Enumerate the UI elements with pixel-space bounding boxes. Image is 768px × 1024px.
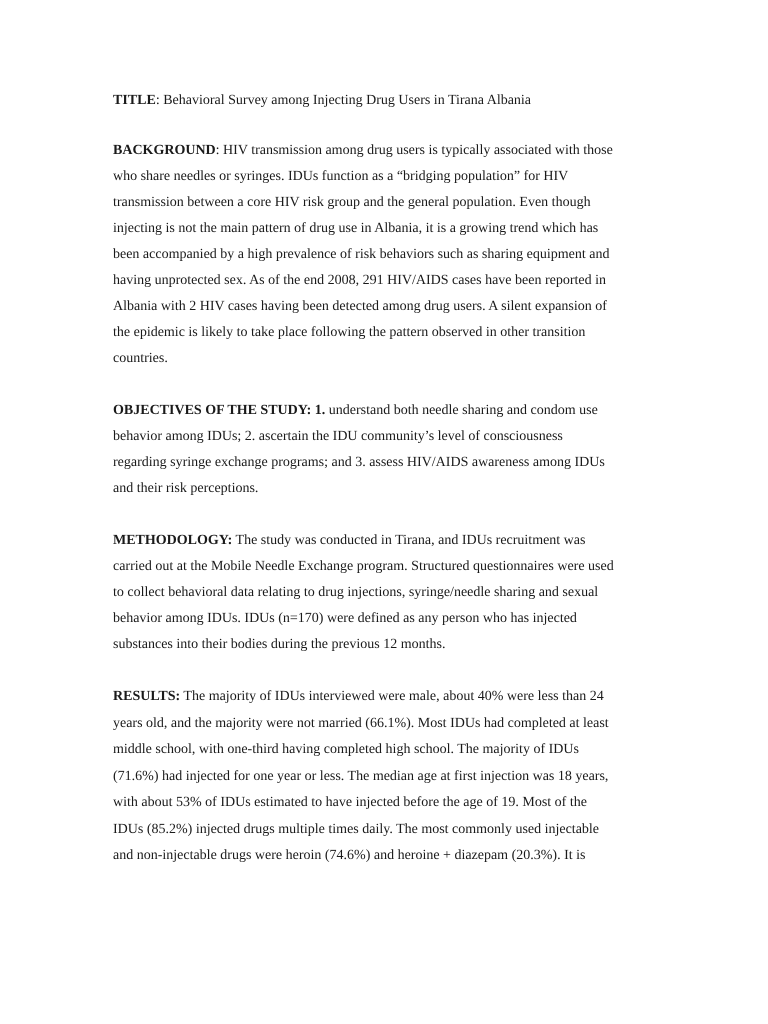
background-line: transmission between a core HIV risk group and the general population. Even though bbox=[113, 195, 591, 210]
results-line: IDUs (85.2%) injected drugs multiple times daily. The most commonly used injectable bbox=[113, 821, 600, 837]
results-line: years old, and the majority were not married (66.1%). Most IDUs had completed at least bbox=[113, 715, 609, 731]
objectives-text: understand both needle sharing and condom use bbox=[325, 403, 598, 418]
results-label: RESULTS: bbox=[113, 689, 181, 704]
title-paragraph bbox=[113, 88, 658, 114]
results-line: with about 53% of IDUs estimated to have injected before the age of 19. Most of the bbox=[113, 795, 587, 810]
title-text: : Behavioral Survey among Injecting Drug Users in Tirana Albania bbox=[155, 93, 532, 108]
methodology-line: carried out at the Mobile Needle Exchange program. Structured questionnaires were used bbox=[113, 559, 614, 574]
results-line bbox=[113, 684, 658, 711]
objectives-line: regarding syringe exchange programs; and 3. assess HIV/AIDS awareness among IDUs bbox=[113, 455, 605, 470]
results-text: The majority of IDUs interviewed were male, about 40% were less than 24 bbox=[180, 689, 604, 704]
methodology-label: METHODOLOGY: bbox=[113, 533, 233, 548]
background-text: : HIV transmission among drug users is typically associated with those bbox=[215, 143, 613, 158]
title-label: TITLE bbox=[113, 93, 156, 108]
methodology-text: The study was conducted in Tirana, and IDUs recruitment was bbox=[232, 533, 586, 548]
methodology-line: to collect behavioral data relating to drug injections, syringe/needle sharing and sexual bbox=[113, 585, 599, 600]
background-paragraph bbox=[113, 138, 658, 372]
objectives-paragraph bbox=[113, 398, 658, 502]
methodology-paragraph bbox=[113, 528, 658, 658]
background-line: been accompanied by a high prevalence of risk behaviors such as sharing equipment and bbox=[113, 247, 610, 262]
title-line bbox=[113, 88, 658, 114]
background-line: Albania with 2 HIV cases having been detected among drug users. A silent expansion of bbox=[113, 299, 607, 314]
background-line: who share needles or syringes. IDUs function as a “bridging population” for HIV bbox=[113, 169, 569, 184]
results-paragraph bbox=[113, 684, 658, 870]
methodology-line: behavior among IDUs. IDUs (n=170) were defined as any person who has injected bbox=[113, 611, 577, 626]
methodology-line: substances into their bodies during the previous 12 months. bbox=[113, 637, 446, 652]
results-line: middle school, with one-third having completed high school. The majority of IDUs bbox=[113, 742, 579, 757]
background-line bbox=[113, 138, 658, 164]
objectives-line: and their risk perceptions. bbox=[113, 481, 259, 496]
objectives-line: behavior among IDUs; 2. ascertain the IDU community’s level of consciousness bbox=[113, 429, 563, 444]
background-line: the epidemic is likely to take place following the pattern observed in other transition bbox=[113, 325, 586, 340]
background-line: injecting is not the main pattern of drug use in Albania, it is a growing trend which has bbox=[113, 221, 599, 236]
document-page bbox=[113, 88, 658, 870]
background-line: having unprotected sex. As of the end 2008, 291 HIV/AIDS cases have been reported in bbox=[113, 273, 606, 288]
background-label: BACKGROUND bbox=[113, 143, 216, 158]
results-line: and non-injectable drugs were heroin (74.6%) and heroine + diazepam (20.3%). It is bbox=[113, 848, 586, 863]
objectives-line bbox=[113, 398, 658, 424]
methodology-line bbox=[113, 528, 658, 554]
objectives-label: OBJECTIVES OF THE STUDY: 1. bbox=[113, 403, 326, 418]
background-line: countries. bbox=[113, 351, 168, 366]
results-line: (71.6%) had injected for one year or less. The median age at first injection was 18 years, bbox=[113, 768, 609, 784]
